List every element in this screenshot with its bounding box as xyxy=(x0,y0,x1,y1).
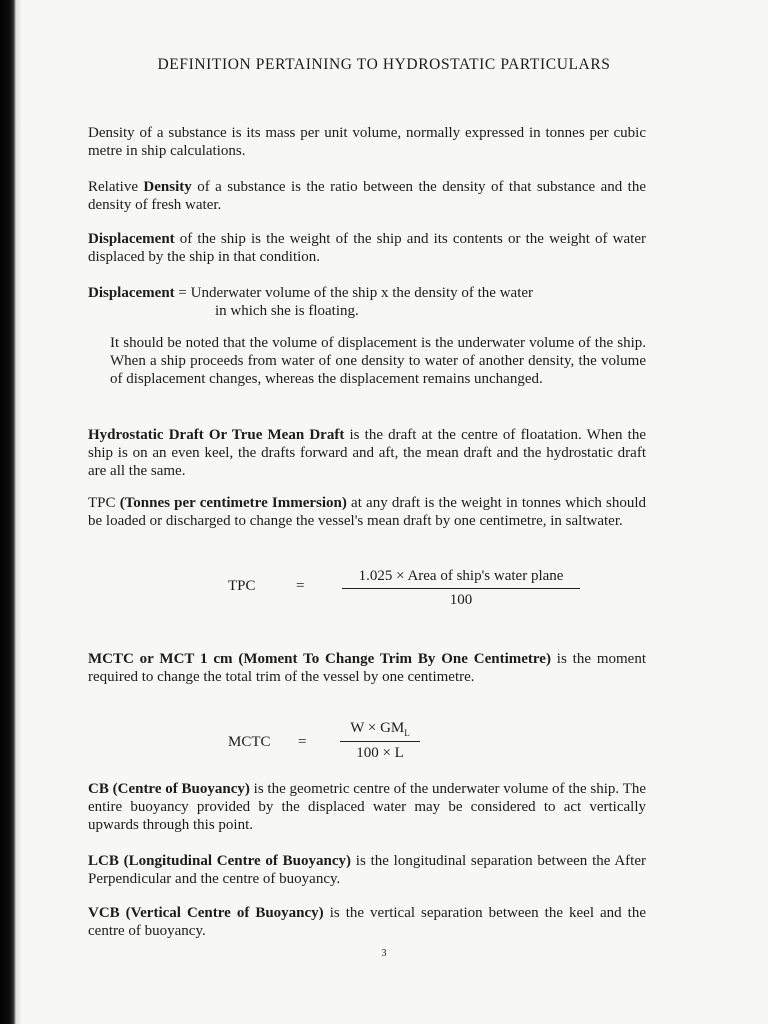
definition-text: is the draft at the centre of floatation. When the ship is on an even keel, the drafts forward and aft, the mean draft and the hydrostatic draft are all the same. xyxy=(88,427,646,479)
formula-fraction xyxy=(342,568,580,609)
definition-hydrostatic-draft xyxy=(88,426,646,480)
formula-equals: = xyxy=(298,734,307,750)
term-density: Density xyxy=(143,179,192,195)
page-number: 3 xyxy=(381,948,387,959)
definition-displacement xyxy=(88,230,646,266)
definition-vcb xyxy=(88,904,646,940)
equation-line-1: = Underwater volume of the ship x the density of the water xyxy=(174,285,534,301)
note-text: It should be noted that the volume of displacement is the underwater volume of the ship. When a ship proceeds from water of one density to water of another density, the volume of displacement changes, whereas the displacement remains unchanged. xyxy=(110,335,646,387)
term-displacement: Displacement xyxy=(88,231,175,247)
term-cb: CB (Centre of Buoyancy) xyxy=(88,781,250,797)
equation-line-2: in which she is floating. xyxy=(215,303,359,319)
definition-text: of the ship is the weight of the ship and its contents or the weight of water displaced by the ship in that condition. xyxy=(88,231,646,265)
definition-tpc xyxy=(88,494,646,530)
definition-text: is the geometric centre of the underwater volume of the ship. The entire buoyancy provided by the displaced water may be considered to act vertically upwards through this point. xyxy=(88,781,646,833)
formula-equals: = xyxy=(296,578,305,594)
definition-text: is the longitudinal separation between the After Perpendicular and the centre of buoyancy. xyxy=(88,853,646,887)
term-hydrostatic-draft: Hydrostatic Draft Or True Mean Draft xyxy=(88,427,345,443)
term-tpc-expansion: (Tonnes per centimetre Immersion) xyxy=(119,495,347,511)
scan-binding-edge xyxy=(0,0,16,1024)
term-mctc: MCTC or MCT 1 cm (Moment To Change Trim By One Centimetre) xyxy=(88,651,551,667)
term-density: Density xyxy=(88,125,135,141)
formula-denominator: 100 xyxy=(449,592,473,608)
term-tpc: TPC xyxy=(88,495,120,511)
formula-denominator: 100 × L xyxy=(356,745,404,761)
term-relative: Relative xyxy=(88,179,144,195)
formula-fraction xyxy=(340,720,420,762)
formula-lhs: TPC xyxy=(228,578,256,594)
numerator-text: W × GM xyxy=(350,720,405,736)
definition-mctc xyxy=(88,650,646,686)
page-title: DEFINITION PERTAINING TO HYDROSTATIC PARTICULARS xyxy=(157,56,611,73)
mctc-formula xyxy=(0,720,768,770)
definition-relative-density xyxy=(88,178,646,214)
term-vcb: VCB (Vertical Centre of Buoyancy) xyxy=(88,905,324,921)
definition-text: of a substance is its mass per unit volume, normally expressed in tonnes per cubic metre in ship calculations. xyxy=(88,125,646,159)
definition-text: is the moment required to change the total trim of the vessel by one centimetre. xyxy=(88,651,647,685)
displacement-note xyxy=(88,334,646,388)
term-displacement: Displacement xyxy=(88,285,175,301)
tpc-formula xyxy=(0,568,768,618)
definition-text: is the vertical separation between the keel and the centre of buoyancy. xyxy=(88,905,646,939)
definition-text: at any draft is the weight in tonnes which should be loaded or discharged to change the vessel's mean draft by one centimetre, in saltwater. xyxy=(88,495,647,529)
formula-numerator xyxy=(340,720,420,742)
definition-density xyxy=(88,124,646,160)
definition-lcb xyxy=(88,852,646,888)
displacement-equation xyxy=(88,284,646,320)
term-lcb: LCB (Longitudinal Centre of Buoyancy) xyxy=(88,853,352,869)
formula-numerator: 1.025 × Area of ship's water plane xyxy=(342,568,580,589)
definition-text: of a substance is the ratio between the density of that substance and the density of fresh water. xyxy=(88,179,647,213)
numerator-subscript: L xyxy=(404,728,410,738)
definition-cb xyxy=(88,780,646,834)
formula-lhs: MCTC xyxy=(228,734,271,750)
